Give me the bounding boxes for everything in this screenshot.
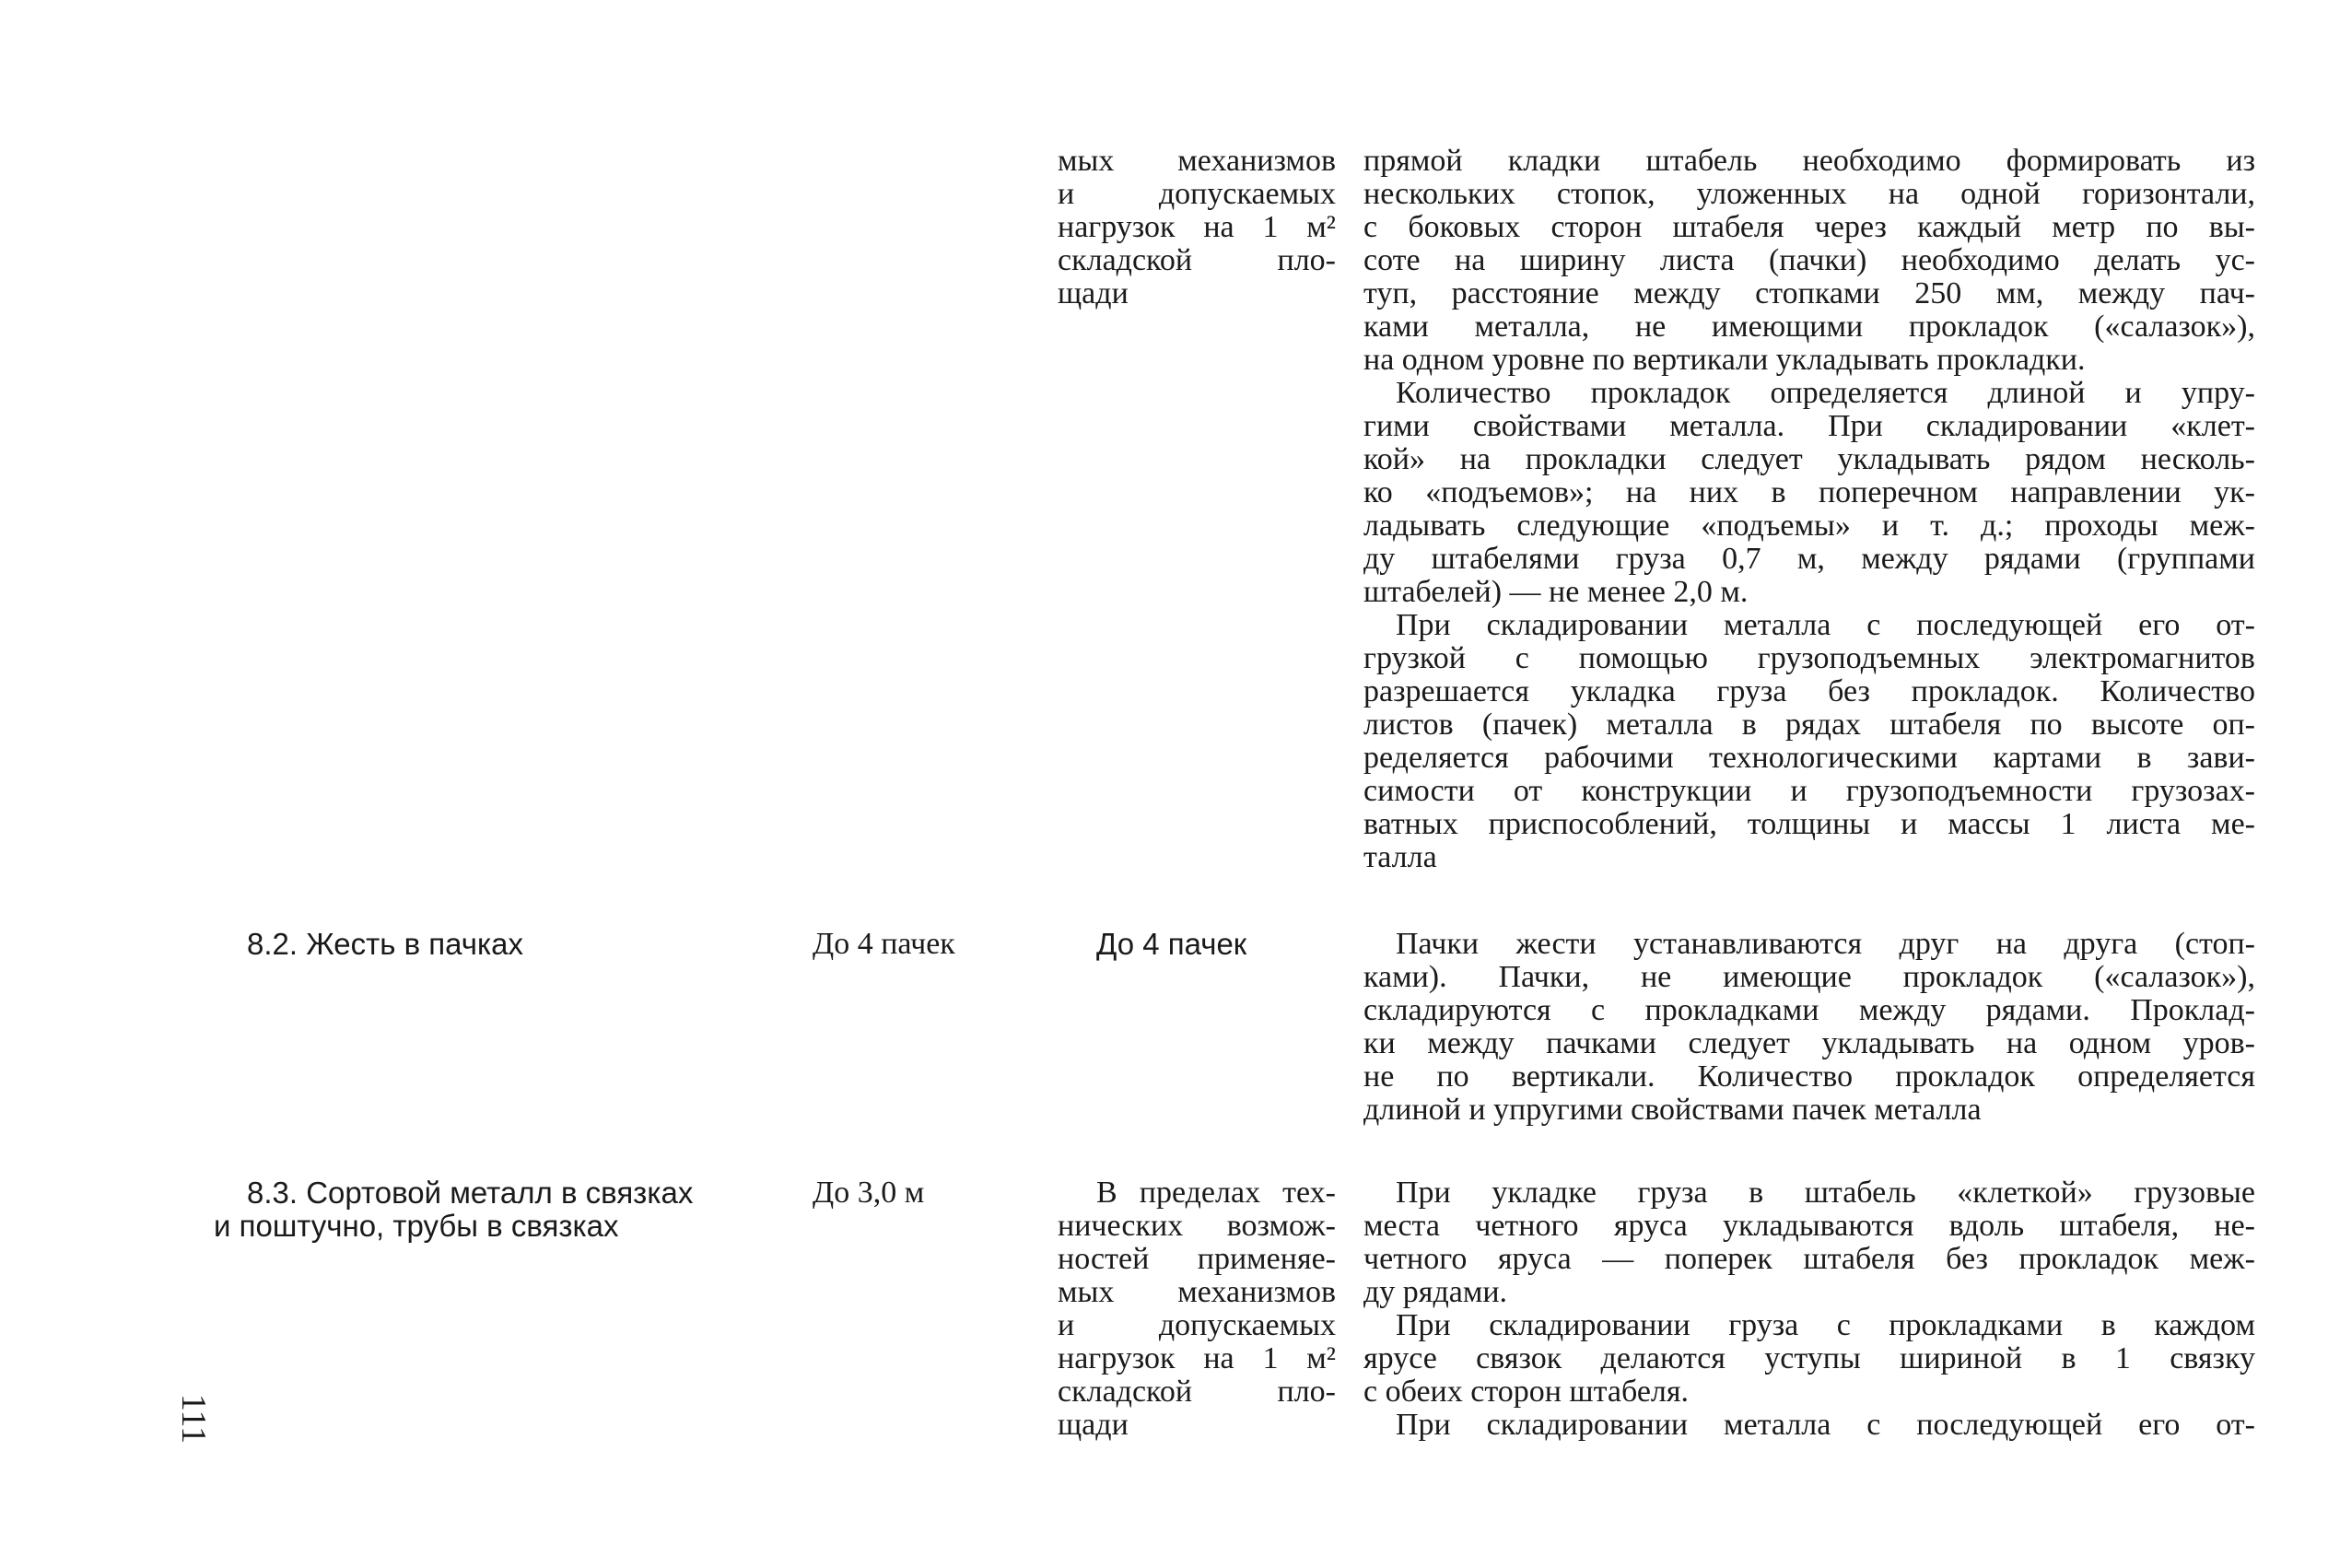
text-line: соте на ширину листа (пачки) необходимо делать ус- <box>1363 244 2255 277</box>
text-line: и допускаемых <box>1058 178 1336 211</box>
text-line: мых механизмов <box>1058 1276 1336 1309</box>
text-line: ределяется рабочими технологическими картами в зави- <box>1363 742 2255 775</box>
text-line: нических возмож- <box>1058 1210 1336 1243</box>
row-name: 8.3. Сортовой металл в связках <box>247 1176 694 1210</box>
text-line: складской пло- <box>1058 1375 1336 1409</box>
text-line: складской пло- <box>1058 244 1336 277</box>
text-line: разрешается укладка груза без прокладок. Количество <box>1363 675 2255 708</box>
text-line: кой» на прокладки следует укладывать рядом несколь- <box>1363 443 2255 476</box>
text-line: ностей применяе- <box>1058 1243 1336 1276</box>
text-line: прямой кладки штабель необходимо формировать из <box>1363 145 2255 178</box>
text-line: нагрузок на 1 м² <box>1058 211 1336 244</box>
text-line: ками). Пачки, не имеющие прокладок («салазок»), <box>1363 961 2255 994</box>
text-line: мых механизмов <box>1058 145 1336 178</box>
text-line: не по вертикали. Количество прокладок определяется <box>1363 1060 2255 1094</box>
text-line: листов (пачек) металла в рядах штабеля по высоте оп- <box>1363 708 2255 742</box>
text-line: Пачки жести устанавливаются друг на друга (стоп- <box>1396 928 2255 961</box>
text-line: При укладке груза в штабель «клеткой» грузовые <box>1396 1176 2255 1210</box>
row-col2-value: До 3,0 м <box>813 1176 925 1210</box>
text-line: нагрузок на 1 м² <box>1058 1342 1336 1375</box>
text-line: ду штабелями груза 0,7 м, между рядами (группами <box>1363 543 2255 576</box>
text-line: При складировании металла с последующей его от- <box>1396 609 2255 642</box>
text-line: туп, расстояние между стопками 250 мм, между пач- <box>1363 277 2255 310</box>
text-line: ярусе связок делаются уступы шириной в 1 связку <box>1363 1342 2255 1375</box>
text-line: и допускаемых <box>1058 1309 1336 1342</box>
row-name-continuation: и поштучно, трубы в связках <box>214 1209 619 1243</box>
text-line: При складировании груза с прокладками в каждом <box>1396 1309 2255 1342</box>
text-line: талла <box>1363 841 1437 874</box>
text-line: штабелей) — не менее 2,0 м. <box>1363 576 1749 609</box>
text-line: ки между пачками следует укладывать на одном уров- <box>1363 1027 2255 1060</box>
text-line: четного яруса — поперек штабеля без прокладок меж- <box>1363 1243 2255 1276</box>
text-line: гими свойствами металла. При складировании «клет- <box>1363 410 2255 443</box>
text-line: Количество прокладок определяется длиной и упру- <box>1396 377 2255 410</box>
text-line: нескольких стопок, уложенных на одной горизонтали, <box>1363 178 2255 211</box>
text-line: ладывать следующие «подъемы» и т. д.; проходы меж- <box>1363 509 2255 543</box>
text-line: щади <box>1058 1409 1129 1442</box>
text-line: грузкой с помощью грузоподъемных электромагнитов <box>1363 642 2255 675</box>
text-line: ду рядами. <box>1363 1276 1508 1309</box>
text-line: длиной и упругими свойствами пачек металла <box>1363 1094 1982 1127</box>
text-line: складируются с прокладками между рядами. Проклад- <box>1363 994 2255 1027</box>
row-col3-value: До 4 пачек <box>1096 927 1247 961</box>
text-line: щади <box>1058 277 1129 310</box>
text-line: с обеих сторон штабеля. <box>1363 1375 1690 1409</box>
text-line: При складировании металла с последующей его от- <box>1396 1409 2255 1442</box>
page-number: 111 <box>174 1393 213 1445</box>
row-col2-value: До 4 пачек <box>813 927 955 961</box>
text-line: В пределах тех- <box>1096 1176 1336 1210</box>
text-line: ватных приспособлений, толщины и массы 1 листа ме- <box>1363 808 2255 841</box>
text-line: места четного яруса укладываются вдоль штабеля, не- <box>1363 1210 2255 1243</box>
text-line: с боковых сторон штабеля через каждый метр по вы- <box>1363 211 2255 244</box>
text-line: ками металла, не имеющими прокладок («салазок»), <box>1363 310 2255 344</box>
text-line: на одном уровне по вертикали укладывать прокладки. <box>1363 344 2086 377</box>
text-line: ко «подъемов»; на них в поперечном направлении ук- <box>1363 476 2255 509</box>
text-line: симости от конструкции и грузоподъемности грузозах- <box>1363 775 2255 808</box>
row-name: 8.2. Жесть в пачках <box>247 927 524 961</box>
